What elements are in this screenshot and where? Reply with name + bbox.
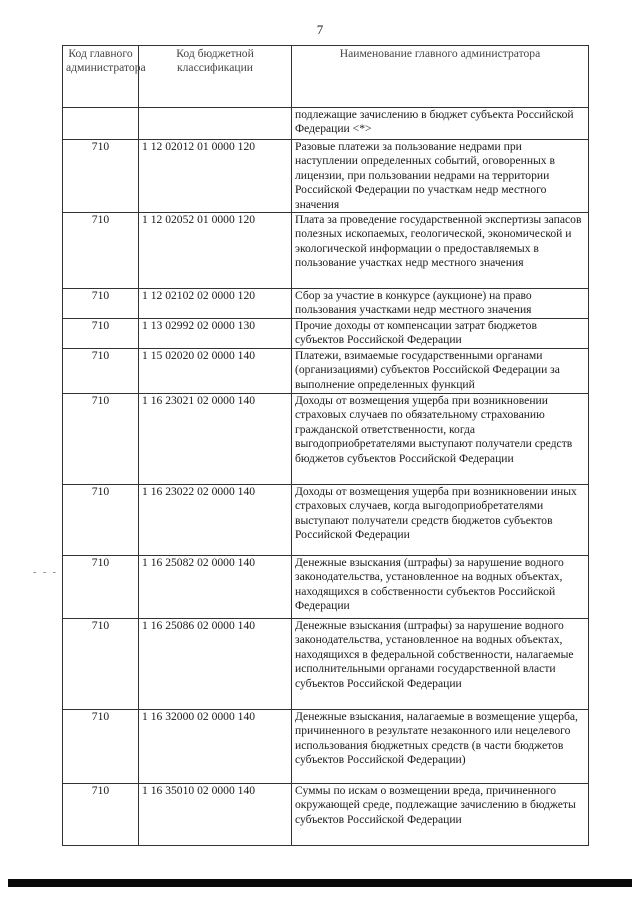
admin-code-cell: 710 [63,349,139,394]
admin-name-cell: Прочие доходы от компенсации затрат бюджетов субъектов Российской Федерации [292,319,589,349]
budget-code-cell: 1 12 02012 01 0000 120 [139,140,292,213]
table-row [63,319,589,349]
admin-name-cell: Суммы по искам о возмещении вреда, причиненного окружающей среде, подлежащие зачислению в бюджеты субъектов Российской Федерации [292,784,589,846]
admin-code-cell: 710 [63,319,139,349]
admin-name-cell: Сбор за участие в конкурсе (аукционе) на право пользования участками недр местного значения [292,289,589,319]
admin-name-cell: Платежи, взимаемые государственными органами (организациями) субъектов Российской Федерации за выполнение определенных функций [292,349,589,394]
table-row [63,140,589,213]
table-row [63,556,589,619]
table-row [63,619,589,710]
budget-code-cell: 1 16 35010 02 0000 140 [139,784,292,846]
budget-code-cell: 1 15 02020 02 0000 140 [139,349,292,394]
table-row [63,784,589,846]
admin-name-cell: Доходы от возмещения ущерба при возникновении иных страховых случаев, когда выгодоприобретателями выступают получатели средств бюджетов субъектов Российской Федерации [292,485,589,556]
table-header-row [63,46,589,108]
admin-code-cell: 710 [63,710,139,784]
budget-code-cell [139,108,292,140]
header-admin-name: Наименование главного администратора [292,46,589,108]
budget-code-cell: 1 12 02102 02 0000 120 [139,289,292,319]
budget-code-cell: 1 16 23022 02 0000 140 [139,485,292,556]
page-number: 7 [316,22,324,37]
admin-name-cell: Разовые платежи за пользование недрами при наступлении определенных событий, оговоренных в лицензии, при пользовании недрами на территории Российской Федерации по участкам недр местного значения [292,140,589,213]
table-row [63,108,589,140]
table-row [63,710,589,784]
budget-code-cell: 1 16 23021 02 0000 140 [139,394,292,485]
admin-name-cell: подлежащие зачислению в бюджет субъекта Российской Федерации <*> [292,108,589,140]
table-row [63,349,589,394]
budget-code-cell: 1 16 32000 02 0000 140 [139,710,292,784]
table-row [63,485,589,556]
budget-code-cell: 1 12 02052 01 0000 120 [139,213,292,289]
admin-code-cell: 710 [63,556,139,619]
admin-code-cell: 710 [63,394,139,485]
admin-name-cell: Денежные взыскания (штрафы) за нарушение водного законодательства, установленное на водных объектах, находящихся в собственности субъектов Российской Федерации [292,556,589,619]
admin-code-cell: 710 [63,619,139,710]
admin-name-cell: Плата за проведение государственной экспертизы запасов полезных ископаемых, геологической, экономической и экологической информации о предоставляемых в пользование участках недр местного значения [292,213,589,289]
admin-code-cell: 710 [63,140,139,213]
admin-name-cell: Денежные взыскания (штрафы) за нарушение водного законодательства, установленное на водных объектах, находящихся в федеральной собственности, налагаемые исполнительными органами государственной власти субъектов Российской Федерации [292,619,589,710]
admin-code-cell: 710 [63,213,139,289]
header-budget-code: Код бюджетной классификации [139,46,292,108]
budget-code-cell: 1 16 25086 02 0000 140 [139,619,292,710]
admin-name-cell: Доходы от возмещения ущерба при возникновении страховых случаев по обязательному страхованию гражданской ответственности, когда выгодоприобретателями выступают получатели средств бюджетов субъектов Российской Федерации [292,394,589,485]
admin-name-cell: Денежные взыскания, налагаемые в возмещение ущерба, причиненного в результате незаконного или нецелевого использования бюджетных средств (в части бюджетов субъектов Российской Федерации) [292,710,589,784]
budget-code-cell: 1 13 02992 02 0000 130 [139,319,292,349]
revenue-classification-table [62,45,589,846]
scan-edge-bar [8,879,632,887]
table-row [63,394,589,485]
admin-code-cell: 710 [63,784,139,846]
header-admin-code: Код главного администратора [63,46,139,108]
admin-code-cell [63,108,139,140]
admin-code-cell: 710 [63,485,139,556]
table-row [63,289,589,319]
admin-code-cell: 710 [63,289,139,319]
margin-mark: - - - [33,567,58,578]
table-row [63,213,589,289]
budget-code-cell: 1 16 25082 02 0000 140 [139,556,292,619]
